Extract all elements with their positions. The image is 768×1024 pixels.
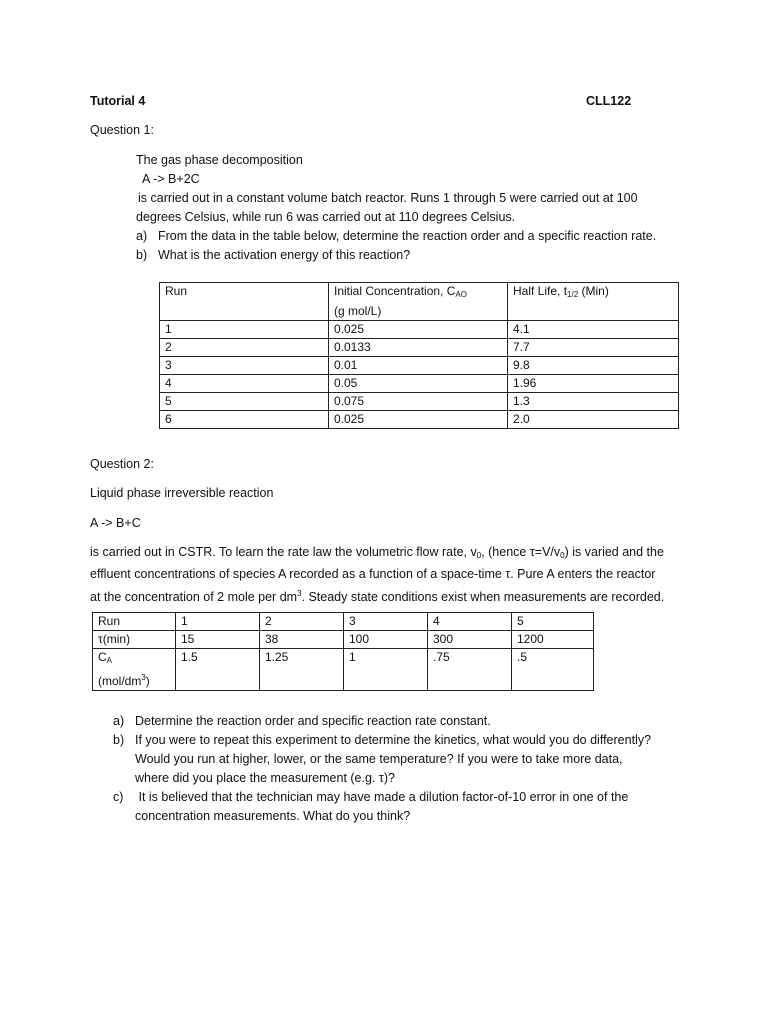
half-life-subscript: 1/2 <box>567 290 579 299</box>
run-cell: 5 <box>160 393 329 411</box>
ca-cell: 1.25 <box>260 649 344 691</box>
q2-part-a-line-1: Determine the reaction order and specific reaction rate constant. <box>135 714 491 728</box>
concentration-cell: 0.05 <box>329 375 508 393</box>
q2-part-a <box>113 712 651 731</box>
half-life-cell: 9.8 <box>508 357 679 375</box>
run-cell: 3 <box>160 357 329 375</box>
ca-cell: .5 <box>512 649 594 691</box>
run-cell: 1 <box>176 613 260 631</box>
ca-label-cell <box>93 649 176 691</box>
q1-part-b-label: b) <box>136 248 148 262</box>
question-1-body <box>136 151 656 265</box>
q2-sup: 3 <box>297 589 302 598</box>
q2-line-3-b: . Steady state conditions exist when measurements are recorded. <box>301 590 665 604</box>
table-row-tau <box>93 631 594 649</box>
header-half-life <box>508 283 679 321</box>
tau-cell: 1200 <box>512 631 594 649</box>
q2-line-1-a: is carried out in CSTR. To learn the rate law the volumetric flow rate, v <box>90 545 477 559</box>
q2-part-c-label: c) <box>113 790 124 804</box>
run-cell: 4 <box>428 613 512 631</box>
table-row <box>160 357 679 375</box>
concentration-cell: 0.01 <box>329 357 508 375</box>
question-2-body <box>90 543 664 607</box>
table-row-ca <box>93 649 594 691</box>
run-cell: 2 <box>160 339 329 357</box>
q1-line-1: is carried out in a constant volume batch reactor. Runs 1 through 5 were carried out at 100 <box>138 191 638 205</box>
q2-line-1 <box>90 543 664 565</box>
ca-units-sup: 3 <box>141 673 146 682</box>
table-row <box>160 393 679 411</box>
conc-label: Initial Concentration, C <box>334 284 456 298</box>
conc-units: (g mol/L) <box>334 304 382 318</box>
q2-data-table <box>92 612 594 691</box>
q2-part-b-line-1: If you were to repeat this experiment to determine the kinetics, what would you do differently? <box>135 733 652 747</box>
run-cell: 2 <box>260 613 344 631</box>
q2-part-c-line-2: concentration measurements. What do you think? <box>135 809 411 823</box>
q2-part-b-line-2: Would you run at higher, lower, or the same temperature? If you were to take more data, <box>135 752 623 766</box>
ca-units-close: ) <box>145 674 150 688</box>
ca-units: (mol/dm <box>98 674 142 688</box>
concentration-cell: 0.0133 <box>329 339 508 357</box>
tutorial-title: Tutorial 4 <box>90 94 146 108</box>
run-label-cell: Run <box>93 613 176 631</box>
ca-cell: 1.5 <box>176 649 260 691</box>
tau-cell: 300 <box>428 631 512 649</box>
course-code: CLL122 <box>586 94 632 108</box>
question-2-heading: Question 2: <box>90 457 154 471</box>
ca-cell: 1 <box>344 649 428 691</box>
half-life-cell: 1.96 <box>508 375 679 393</box>
q2-parts-list <box>113 712 651 826</box>
q2-sub-1: 0 <box>476 551 482 560</box>
ca-cell: .75 <box>428 649 512 691</box>
half-life-cell: 7.7 <box>508 339 679 357</box>
q2-part-a-label: a) <box>113 714 125 728</box>
tau-label-cell: τ(min) <box>93 631 176 649</box>
q2-part-b <box>113 731 651 750</box>
half-life-cell: 4.1 <box>508 321 679 339</box>
table-row <box>160 321 679 339</box>
run-cell: 4 <box>160 375 329 393</box>
run-cell: 6 <box>160 411 329 429</box>
ca-label: C <box>98 650 107 664</box>
half-life-cell: 1.3 <box>508 393 679 411</box>
ca-subscript: A <box>106 656 113 665</box>
table-row <box>160 411 679 429</box>
q2-line-3-a: at the concentration of 2 mole per dm <box>90 590 298 604</box>
q2-line-3 <box>90 584 664 607</box>
q1-part-a-label: a) <box>136 229 148 243</box>
q1-line-2: degrees Celsius, while run 6 was carried out at 110 degrees Celsius. <box>136 210 516 224</box>
q1-part-a-text: From the data in the table below, determine the reaction order and a specific reaction rate. <box>158 229 657 243</box>
q2-intro: Liquid phase irreversible reaction <box>90 486 274 500</box>
concentration-cell: 0.025 <box>329 321 508 339</box>
table-row <box>160 339 679 357</box>
half-life-cell: 2.0 <box>508 411 679 429</box>
tau-cell: 38 <box>260 631 344 649</box>
table-header-row <box>160 283 679 321</box>
header-initial-concentration <box>329 283 508 321</box>
conc-subscript: AO <box>455 290 467 299</box>
run-cell: 5 <box>512 613 594 631</box>
tau-cell: 15 <box>176 631 260 649</box>
q1-part-a <box>136 227 656 246</box>
tau-cell: 100 <box>344 631 428 649</box>
question-1-heading: Question 1: <box>90 123 154 137</box>
run-cell: 1 <box>160 321 329 339</box>
concentration-cell: 0.075 <box>329 393 508 411</box>
half-life-label: Half Life, t <box>513 284 568 298</box>
q2-part-b-line-3: where did you place the measurement (e.g. τ)? <box>135 771 395 785</box>
q1-part-b <box>136 246 656 265</box>
q2-line-1-c: ) is varied and the <box>564 545 664 559</box>
header-run: Run <box>160 283 329 321</box>
q2-part-c-line-1: It is believed that the technician may have made a dilution factor-of-10 error in one of the <box>135 790 629 804</box>
q2-line-1-b: , (hence τ=V/v <box>481 545 561 559</box>
q1-part-b-text: What is the activation energy of this reaction? <box>158 248 411 262</box>
concentration-cell: 0.025 <box>329 411 508 429</box>
q2-part-b-label: b) <box>113 733 125 747</box>
table-row <box>160 375 679 393</box>
q2-part-c <box>113 788 651 807</box>
table-row-run <box>93 613 594 631</box>
q1-reaction: A -> B+2C <box>142 172 200 186</box>
q2-line-2: effluent concentrations of species A recorded as a function of a space-time τ. Pure A enters the reactor <box>90 567 656 581</box>
q2-sub-2: 0 <box>560 551 565 560</box>
q1-intro: The gas phase decomposition <box>136 153 303 167</box>
run-cell: 3 <box>344 613 428 631</box>
q1-data-table <box>159 282 679 429</box>
half-life-units: (Min) <box>578 284 609 298</box>
q2-reaction: A -> B+C <box>90 516 141 530</box>
